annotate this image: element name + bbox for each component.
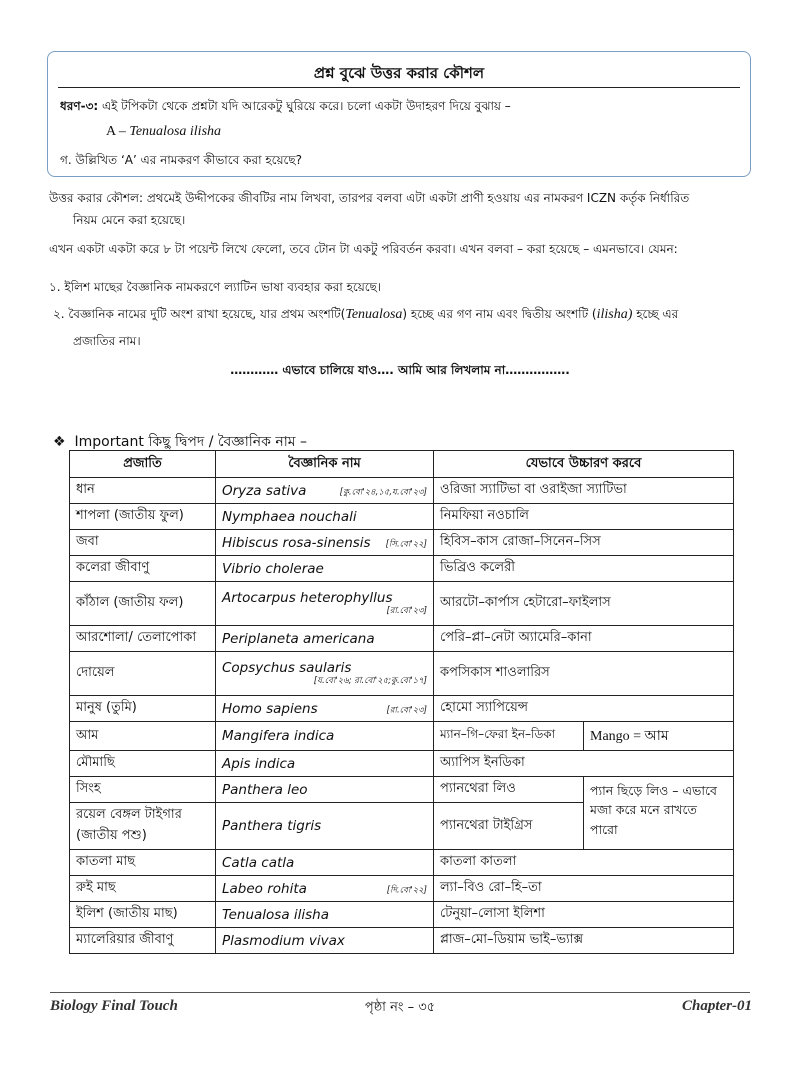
continue-note: ………… এভাবে চালিয়ে যাও…. আমি আর লিখলাম না…………….	[230, 363, 570, 377]
row-local-name: মৌমাছি	[70, 751, 216, 777]
row-scientific-name	[216, 556, 434, 582]
row-local-name: আম	[70, 722, 216, 751]
sci-name: Labeo rohita	[222, 880, 307, 897]
header-pronunciation: যেভাবে উচ্চারণ করবে	[434, 451, 734, 478]
row-local-name: কাঁঠাল (জাতীয় ফল)	[70, 582, 216, 626]
box-divider	[58, 87, 740, 88]
sci-name: Periplaneta americana	[222, 630, 375, 647]
row-pronunciation: হিবিস–কাস রোজা–সিনেন–সিস	[434, 530, 734, 556]
row-pronunciation: আরটো–কার্পাস হেটারো–ফাইলাস	[434, 582, 734, 626]
row-scientific-name	[216, 530, 434, 556]
row-local-name: শাপলা (জাতীয় ফুল)	[70, 504, 216, 530]
sci-name: Hibiscus rosa-sinensis	[222, 534, 371, 551]
sci-name: Panthera tigris	[222, 818, 322, 834]
row-pronunciation: প্লাজ–মো–ডিয়াম ভাই–ভ্যাক্স	[434, 928, 734, 954]
board-ref: [দি.বো'২২]	[386, 884, 427, 895]
sci-name: Mangifera indica	[222, 728, 335, 744]
sci-name: Panthera leo	[222, 781, 308, 798]
point-2-genus: Tenualosa	[345, 307, 403, 322]
mango-note: Mango = আম	[584, 722, 734, 751]
point-2-text-b: ) হচ্ছে এর গণ নাম এবং দ্বিতীয় অংশটি (	[402, 307, 597, 321]
table-row	[70, 777, 734, 803]
binomial-names-table	[69, 450, 734, 954]
strategy-line-2: নিয়ম মেনে করা হয়েছে।	[73, 213, 186, 227]
strategy-line-1: উত্তর করার কৌশল: প্রথমেই উদ্দীপকের জীবটির নাম লিখবা, তারপর বলবা এটা একটা প্রাণী হওয়ায় এর নামকরণ ICZN কর্তৃক নির্ধারিত	[49, 191, 690, 205]
row-pronunciation: ভিব্রিও কলেরী	[434, 556, 734, 582]
row-pronunciation: প্যানথেরা টাইগ্রিস	[434, 803, 584, 850]
question-type-prefix: ধরণ-৩:	[60, 99, 99, 113]
row-local-name: কলেরা জীবাণু	[70, 556, 216, 582]
row-scientific-name	[216, 478, 434, 504]
footer-page-number: পৃষ্ঠা নং – ৩৫	[364, 1000, 436, 1015]
row-local-name: আরশোলা/ তেলাপোকা	[70, 626, 216, 652]
row-local-name: ধান	[70, 478, 216, 504]
row-pronunciation: অ্যাপিস ইনডিকা	[434, 751, 734, 777]
board-ref: [রা.বো'২৩]	[386, 704, 427, 715]
row-local-name: ইলিশ (জাতীয় মাছ)	[70, 902, 216, 928]
sci-name: Artocarpus heterophyllus	[222, 589, 393, 606]
question-type-line	[60, 98, 511, 118]
row-pronunciation: কপসিকাস শাওলারিস	[434, 652, 734, 696]
stimulus-name: Tenualosa ilisha	[129, 124, 222, 139]
row-local-name: দোয়েল	[70, 652, 216, 696]
row-scientific-name	[216, 928, 434, 954]
board-ref: [য.বো'২৬; রা.বো'২৫;কু.বো'১৭]	[313, 675, 427, 686]
board-ref: [সি.বো'২২]	[385, 538, 427, 549]
row-scientific-name	[216, 777, 434, 803]
row-local-name: রুই মাছ	[70, 876, 216, 902]
row-scientific-name	[216, 850, 434, 876]
point-1: ১. ইলিশ মাছের বৈজ্ঞানিক নামকরণে ল্যাটিন ভাষা ব্যবহার করা হয়েছে।	[49, 280, 382, 294]
footer-chapter: Chapter-01	[681, 998, 752, 1014]
row-scientific-name	[216, 696, 434, 722]
row-scientific-name	[216, 722, 434, 751]
row-local-name: কাতলা মাছ	[70, 850, 216, 876]
row-local-name: রয়েল বেঙ্গল টাইগার (জাতীয় পশু)	[70, 803, 216, 850]
row-pronunciation: নিমফিয়া নওচালি	[434, 504, 734, 530]
sci-name: Homo sapiens	[222, 700, 318, 717]
point-2-line-2: প্রজাতির নাম।	[73, 334, 141, 348]
sci-name: Tenualosa ilisha	[222, 906, 329, 923]
point-2	[53, 306, 678, 326]
row-pronunciation: ল্যা–বিও রো–হি–তা	[434, 876, 734, 902]
row-pronunciation: টেনুয়া–লোসা ইলিশা	[434, 902, 734, 928]
question-type-text: এই টপিকটা থেকে প্রশ্নটা যদি আরেকটু ঘুরিয়ে করে। চলো একটা উদাহরণ দিয়ে বুঝায় –	[98, 99, 511, 113]
instruction-line: এখন একটা একটা করে ৮ টা পয়েন্ট লিখে ফেলো, তবে টোন টা একটু পরিবর্তন করবা। এখন বলবা – করা হয়েছে – এমনভাবে। যেমন:	[49, 242, 678, 256]
row-pronunciation: পেরি–প্লা–নেটা অ্যামেরি–কানা	[434, 626, 734, 652]
table-row	[70, 876, 734, 902]
important-label: Important কিছু দ্বিপদ / বৈজ্ঞানিক নাম –	[74, 434, 308, 450]
sci-name: Apis indica	[222, 755, 296, 772]
table-row	[70, 902, 734, 928]
row-scientific-name	[216, 803, 434, 850]
row-scientific-name	[216, 902, 434, 928]
sci-name: Nymphaea nouchali	[222, 508, 357, 525]
sci-name: Plasmodium vivax	[222, 932, 345, 949]
row-local-name: মানুষ (তুমি)	[70, 696, 216, 722]
row-pronunciation: ম্যান–গি–ফেরা ইন–ডিকা	[434, 722, 584, 751]
board-ref: [কু.বো'২৪,১৫,য.বো'২৩]	[339, 486, 427, 497]
sci-name: Vibrio cholerae	[222, 560, 324, 577]
row-scientific-name	[216, 582, 434, 626]
sci-name: Oryza sativa	[222, 482, 307, 499]
header-species: প্রজাতি	[70, 451, 216, 478]
table-row	[70, 928, 734, 954]
stimulus-label: A –	[106, 124, 126, 139]
point-2-text-c: হচ্ছে এর	[632, 307, 679, 321]
row-pronunciation: ওরিজা স্যাটিভা বা ওরাইজা স্যাটিভা	[434, 478, 734, 504]
row-pronunciation: কাতলা কাতলা	[434, 850, 734, 876]
question-g: গ. উল্লিখিত ‘A’ এর নামকরণ কীভাবে করা হয়েছে?	[60, 153, 303, 167]
header-scientific-name: বৈজ্ঞানিক নাম	[216, 451, 434, 478]
table-row	[70, 478, 734, 504]
row-pronunciation: প্যানথেরা লিও	[434, 777, 584, 803]
row-scientific-name	[216, 652, 434, 696]
diamond-bullet-icon: ❖	[53, 434, 66, 450]
row-pronunciation: হোমো স্যাপিয়েন্স	[434, 696, 734, 722]
table-row	[70, 504, 734, 530]
sci-name: Copsychus saularis	[222, 659, 352, 676]
table-row	[70, 652, 734, 696]
table-header-row	[70, 451, 734, 478]
table-row	[70, 751, 734, 777]
row-scientific-name	[216, 504, 434, 530]
row-local-name: সিংহ	[70, 777, 216, 803]
table-row	[70, 556, 734, 582]
table-row	[70, 530, 734, 556]
question-box	[47, 51, 751, 177]
row-local-name: জবা	[70, 530, 216, 556]
sci-name: Catla catla	[222, 854, 295, 871]
stimulus-line	[106, 124, 221, 140]
table-row	[70, 696, 734, 722]
footer-book-title: Biology Final Touch	[50, 998, 178, 1014]
row-scientific-name	[216, 751, 434, 777]
table-row	[70, 722, 734, 751]
lion-mnemonic-note: প্যান ছিড়ে লিও – এভাবে মজা করে মনে রাখতে পারো	[584, 777, 734, 850]
board-ref: [রা.বো'২৩]	[386, 605, 427, 616]
row-scientific-name	[216, 626, 434, 652]
footer-divider	[50, 992, 750, 993]
table-row	[70, 582, 734, 626]
table-row	[70, 626, 734, 652]
point-2-text-a: ২. বৈজ্ঞানিক নামের দুটি অংশ রাখা হয়েছে, যার প্রথম অংশটি(	[53, 307, 346, 321]
table-row	[70, 850, 734, 876]
box-title: প্রশ্ন বুঝে উত্তর করার কৌশল	[313, 64, 485, 82]
point-2-species: ilisha)	[596, 307, 633, 322]
row-scientific-name	[216, 876, 434, 902]
row-local-name: ম্যালেরিয়ার জীবাণু	[70, 928, 216, 954]
